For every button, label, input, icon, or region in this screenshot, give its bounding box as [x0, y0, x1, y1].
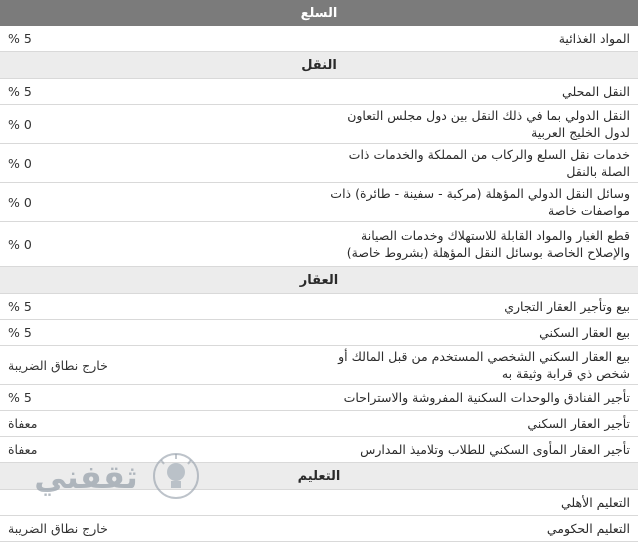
vat-rate: خارج نطاق الضريبة: [0, 346, 319, 385]
watermark-text: ثقفني: [34, 458, 138, 496]
table-row: [0, 516, 638, 542]
table-row: [0, 26, 638, 52]
item-label: تأجير العقار السكني: [319, 411, 638, 437]
table-row: [0, 144, 638, 183]
vat-rate: 5 %: [0, 294, 319, 320]
table-row: [0, 385, 638, 411]
vat-rate: 0 %: [0, 144, 319, 183]
item-label: النقل الدولي بما في ذلك النقل بين دول مجلس التعاون لدول الخليج العربية: [319, 105, 638, 144]
vat-rate: خارج نطاق الضريبة: [0, 516, 319, 542]
item-label: بيع العقار السكني الشخصي المستخدم من قبل المالك أو شخص ذي قرابة وثيقة به: [319, 346, 638, 385]
table-row: [0, 320, 638, 346]
table-header-row: [0, 0, 638, 26]
vat-rate: معفاة: [0, 437, 319, 463]
item-label: بيع العقار السكني: [319, 320, 638, 346]
table-row: [0, 294, 638, 320]
item-label: المواد الغذائية: [319, 26, 638, 52]
vat-rate: 5 %: [0, 26, 319, 52]
section-header-row: [0, 52, 638, 79]
vat-rate: 5 %: [0, 79, 319, 105]
section-title: العقار: [0, 267, 638, 294]
vat-rate: 0 %: [0, 222, 319, 267]
section-title: النقل: [0, 52, 638, 79]
table-row: [0, 79, 638, 105]
table-row: [0, 490, 638, 516]
section-header-row: [0, 463, 638, 490]
vat-rate: 5 %: [0, 320, 319, 346]
table-row: [0, 105, 638, 144]
item-label: وسائل النقل الدولي المؤهلة (مركبة - سفينة - طائرة) ذات مواصفات خاصة: [319, 183, 638, 222]
item-label: التعليم الحكومي: [319, 516, 638, 542]
vat-rate: 5 %: [0, 385, 319, 411]
vat-rate: [0, 490, 319, 516]
vat-rate: معفاة: [0, 411, 319, 437]
item-label: تأجير الفنادق والوحدات السكنية المفروشة والاستراحات: [319, 385, 638, 411]
vat-rate: 0 %: [0, 183, 319, 222]
item-label: تأجير العقار المأوى السكني للطلاب وتلاميذ المدارس: [319, 437, 638, 463]
section-title: التعليم: [0, 463, 638, 490]
item-label: قطع الغيار والمواد القابلة للاستهلاك وخدمات الصيانة والإصلاح الخاصة بوسائل النقل المؤهلة (بشروط خاصة): [319, 222, 638, 267]
item-label: خدمات نقل السلع والركاب من المملكة والخدمات ذات الصلة بالنقل: [319, 144, 638, 183]
vat-rate: 0 %: [0, 105, 319, 144]
table-row: [0, 437, 638, 463]
table-row: [0, 346, 638, 385]
section-header-row: [0, 267, 638, 294]
item-label: النقل المحلي: [319, 79, 638, 105]
table-row: [0, 222, 638, 267]
table-row: [0, 411, 638, 437]
item-label: بيع وتأجير العقار التجاري: [319, 294, 638, 320]
table-row: [0, 183, 638, 222]
table-header-goods: السلع: [0, 0, 638, 26]
item-label: التعليم الأهلي: [319, 490, 638, 516]
